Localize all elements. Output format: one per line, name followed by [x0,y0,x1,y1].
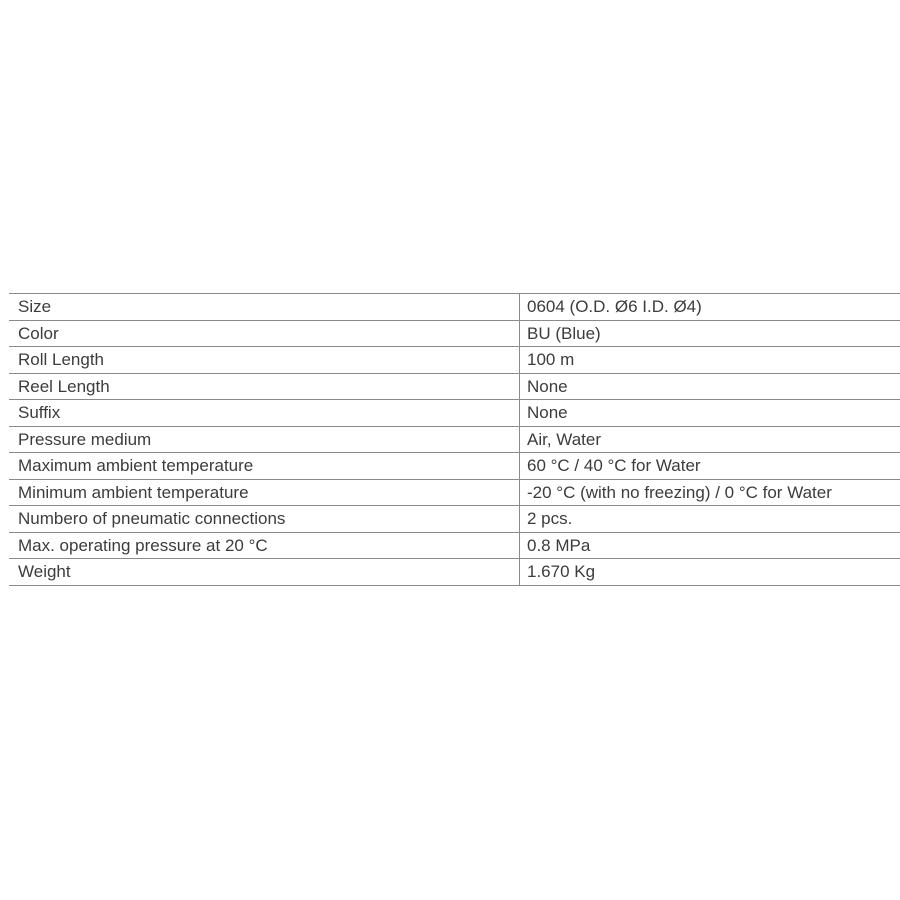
spec-label: Max. operating pressure at 20 °C [9,533,520,559]
table-row [9,533,900,560]
spec-value: None [527,376,568,396]
table-row [9,506,900,533]
table-row [9,400,900,427]
table-row [9,321,900,348]
spec-label: Reel Length [9,374,520,400]
spec-value: Air, Water [527,429,601,449]
spec-value: 100 m [527,350,575,369]
table-row [9,347,900,374]
table-row [9,559,900,586]
spec-value: -20 °C (with no freezing) / 0 °C for Water [527,482,832,502]
spec-value: 0.8 MPa [527,535,591,555]
table-row [9,427,900,454]
spec-label: Color [9,321,520,347]
spec-value: 1.670 Kg [527,562,596,581]
spec-label: Weight [9,559,520,585]
spec-value: 60 °C / 40 °C for Water [527,456,701,475]
spec-label: Minimum ambient temperature [9,480,520,506]
table-row [9,453,900,480]
spec-label: Roll Length [9,347,520,373]
spec-table [9,293,900,586]
spec-label: Suffix [9,400,520,426]
spec-value: 0604 (O.D. Ø6 I.D. Ø4) [527,297,702,316]
spec-label: Size [9,294,520,320]
table-row [9,294,900,321]
table-row [9,480,900,507]
spec-value: 2 pcs. [527,509,573,528]
table-row [9,374,900,401]
spec-value: BU (Blue) [527,323,601,343]
spec-value: None [527,403,568,422]
spec-label: Maximum ambient temperature [9,453,520,479]
spec-label: Pressure medium [9,427,520,453]
spec-label: Numbero of pneumatic connections [9,506,520,532]
